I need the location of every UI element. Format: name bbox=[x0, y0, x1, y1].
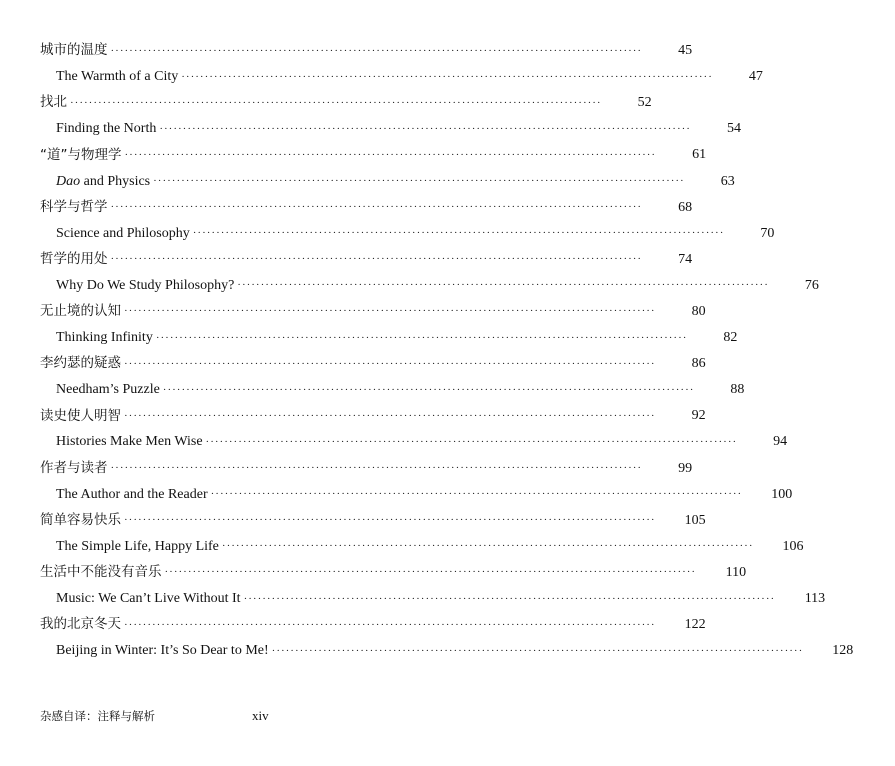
toc-entry-page: 128 bbox=[832, 643, 854, 659]
dot-leader: ·················································································································· bbox=[162, 383, 695, 396]
toc-entry-title: 作者与读者 bbox=[40, 459, 108, 476]
page-number: xiv bbox=[252, 708, 269, 723]
toc-entry[interactable] bbox=[0, 377, 745, 403]
toc-entry-page: 76 bbox=[804, 277, 819, 293]
page-footer bbox=[40, 708, 460, 728]
toc-entry-page: 52 bbox=[637, 95, 652, 111]
toc-entry-title: Histories Make Men Wise bbox=[56, 434, 203, 450]
toc-entry-page: 100 bbox=[771, 486, 793, 502]
toc-entry-title bbox=[56, 175, 150, 189]
toc-entry[interactable] bbox=[0, 221, 775, 247]
toc-entry-page: 88 bbox=[730, 382, 745, 398]
toc-entry-title: 找北 bbox=[40, 94, 67, 111]
toc-entry-title: Thinking Infinity bbox=[56, 330, 153, 346]
toc-entry-title: 无止境的认知 bbox=[40, 303, 121, 320]
table-of-contents bbox=[0, 38, 854, 664]
dot-leader: ·················································································································· bbox=[210, 488, 743, 501]
toc-entry[interactable] bbox=[0, 64, 763, 90]
toc-entry-page: 63 bbox=[720, 173, 735, 189]
dot-leader: ·················································································································· bbox=[70, 96, 602, 109]
toc-entry[interactable] bbox=[0, 168, 735, 194]
dot-leader: ·················································································································· bbox=[181, 70, 713, 83]
dot-leader: ·················································································································· bbox=[243, 592, 776, 605]
toc-entry-title: The Author and the Reader bbox=[56, 486, 208, 502]
toc-entry[interactable] bbox=[0, 325, 738, 351]
toc-entry-title: 读史使人明智 bbox=[40, 407, 121, 424]
toc-entry-page: 61 bbox=[692, 147, 707, 163]
toc-entry[interactable] bbox=[0, 247, 693, 273]
dot-leader: ·················································································································· bbox=[124, 514, 656, 527]
toc-entry-page: 80 bbox=[691, 303, 706, 319]
dot-leader: ·················································································································· bbox=[110, 44, 643, 57]
toc-entry-title: Needham’s Puzzle bbox=[56, 382, 160, 398]
toc-entry-page: 68 bbox=[678, 199, 693, 215]
toc-entry[interactable] bbox=[0, 90, 652, 116]
toc-entry-title: 简单容易快乐 bbox=[40, 511, 121, 528]
dot-leader: ·················································································································· bbox=[124, 357, 656, 370]
toc-entry[interactable] bbox=[0, 403, 706, 429]
dot-leader: ·················································································································· bbox=[110, 201, 643, 214]
toc-entry[interactable] bbox=[0, 612, 706, 638]
toc-entry-title-italic: Dao bbox=[56, 173, 81, 189]
toc-entry-page: 86 bbox=[691, 356, 706, 372]
toc-entry-title: Music: We Can’t Live Without It bbox=[56, 591, 241, 607]
toc-entry-title: Finding the North bbox=[56, 121, 157, 137]
toc-entry[interactable] bbox=[0, 482, 793, 508]
toc-entry[interactable] bbox=[0, 351, 706, 377]
dot-leader: ·················································································································· bbox=[164, 566, 697, 579]
dot-leader: ·················································································································· bbox=[124, 618, 656, 631]
toc-entry-page: 92 bbox=[691, 408, 706, 424]
toc-entry-page: 82 bbox=[723, 330, 738, 346]
dot-leader: ·················································································································· bbox=[221, 540, 754, 553]
dot-leader: ·················································································································· bbox=[159, 122, 691, 135]
toc-entry-title: “道”与物理学 bbox=[40, 146, 122, 163]
toc-entry[interactable] bbox=[0, 638, 854, 664]
toc-entry-title: Beijing in Winter: It’s So Dear to Me! bbox=[56, 643, 269, 659]
dot-leader: ·················································································································· bbox=[155, 331, 688, 344]
toc-entry[interactable] bbox=[0, 299, 706, 325]
toc-entry[interactable] bbox=[0, 560, 747, 586]
toc-entry-title: Why Do We Study Philosophy? bbox=[56, 277, 235, 293]
dot-leader: ·················································································································· bbox=[205, 435, 738, 448]
toc-entry[interactable] bbox=[0, 195, 693, 221]
dot-leader: ·················································································································· bbox=[110, 253, 643, 266]
dot-leader: ·················································································································· bbox=[153, 175, 685, 188]
toc-entry[interactable] bbox=[0, 429, 788, 455]
toc-entry-page: 122 bbox=[684, 617, 706, 633]
toc-entry[interactable] bbox=[0, 142, 707, 168]
dot-leader: ·················································································································· bbox=[124, 305, 656, 318]
toc-entry-title: The Simple Life, Happy Life bbox=[56, 538, 219, 554]
toc-entry-title: 生活中不能没有音乐 bbox=[40, 564, 162, 581]
toc-entry-title: 城市的温度 bbox=[40, 42, 108, 59]
toc-entry[interactable] bbox=[0, 273, 819, 299]
toc-entry-page: 105 bbox=[684, 512, 706, 528]
toc-entry[interactable] bbox=[0, 534, 804, 560]
dot-leader: ·················································································································· bbox=[192, 227, 725, 240]
toc-entry-title: 我的北京冬天 bbox=[40, 616, 121, 633]
toc-entry-page: 70 bbox=[760, 225, 775, 241]
toc-entry-page: 54 bbox=[726, 121, 741, 137]
toc-entry-page: 106 bbox=[782, 538, 804, 554]
toc-entry-page: 45 bbox=[678, 43, 693, 59]
running-book-title: 杂感自译：注释与解析 bbox=[40, 709, 155, 723]
toc-entry-title: Science and Philosophy bbox=[56, 225, 190, 241]
toc-entry[interactable] bbox=[0, 456, 693, 482]
dot-leader: ·················································································································· bbox=[110, 462, 643, 475]
toc-entry-title: The Warmth of a City bbox=[56, 69, 179, 85]
toc-entry-title-rest: and Physics bbox=[80, 173, 151, 189]
toc-entry-page: 99 bbox=[678, 460, 693, 476]
dot-leader: ·················································································································· bbox=[124, 148, 657, 161]
toc-entry-title: 哲学的用处 bbox=[40, 251, 108, 268]
dot-leader: ·················································································································· bbox=[124, 409, 656, 422]
toc-entry[interactable] bbox=[0, 116, 741, 142]
toc-entry-title: 科学与哲学 bbox=[40, 198, 108, 215]
toc-entry[interactable] bbox=[0, 38, 693, 64]
toc-entry[interactable] bbox=[0, 586, 826, 612]
toc-entry-title: 李约瑟的疑惑 bbox=[40, 355, 121, 372]
toc-entry-page: 94 bbox=[773, 434, 788, 450]
toc-entry-page: 110 bbox=[725, 564, 747, 580]
toc-entry[interactable] bbox=[0, 508, 706, 534]
dot-leader: ·················································································································· bbox=[271, 644, 804, 657]
dot-leader: ·················································································································· bbox=[237, 279, 769, 292]
toc-entry-page: 113 bbox=[804, 591, 826, 607]
toc-entry-page: 74 bbox=[678, 251, 693, 267]
toc-entry-page: 47 bbox=[748, 69, 763, 85]
